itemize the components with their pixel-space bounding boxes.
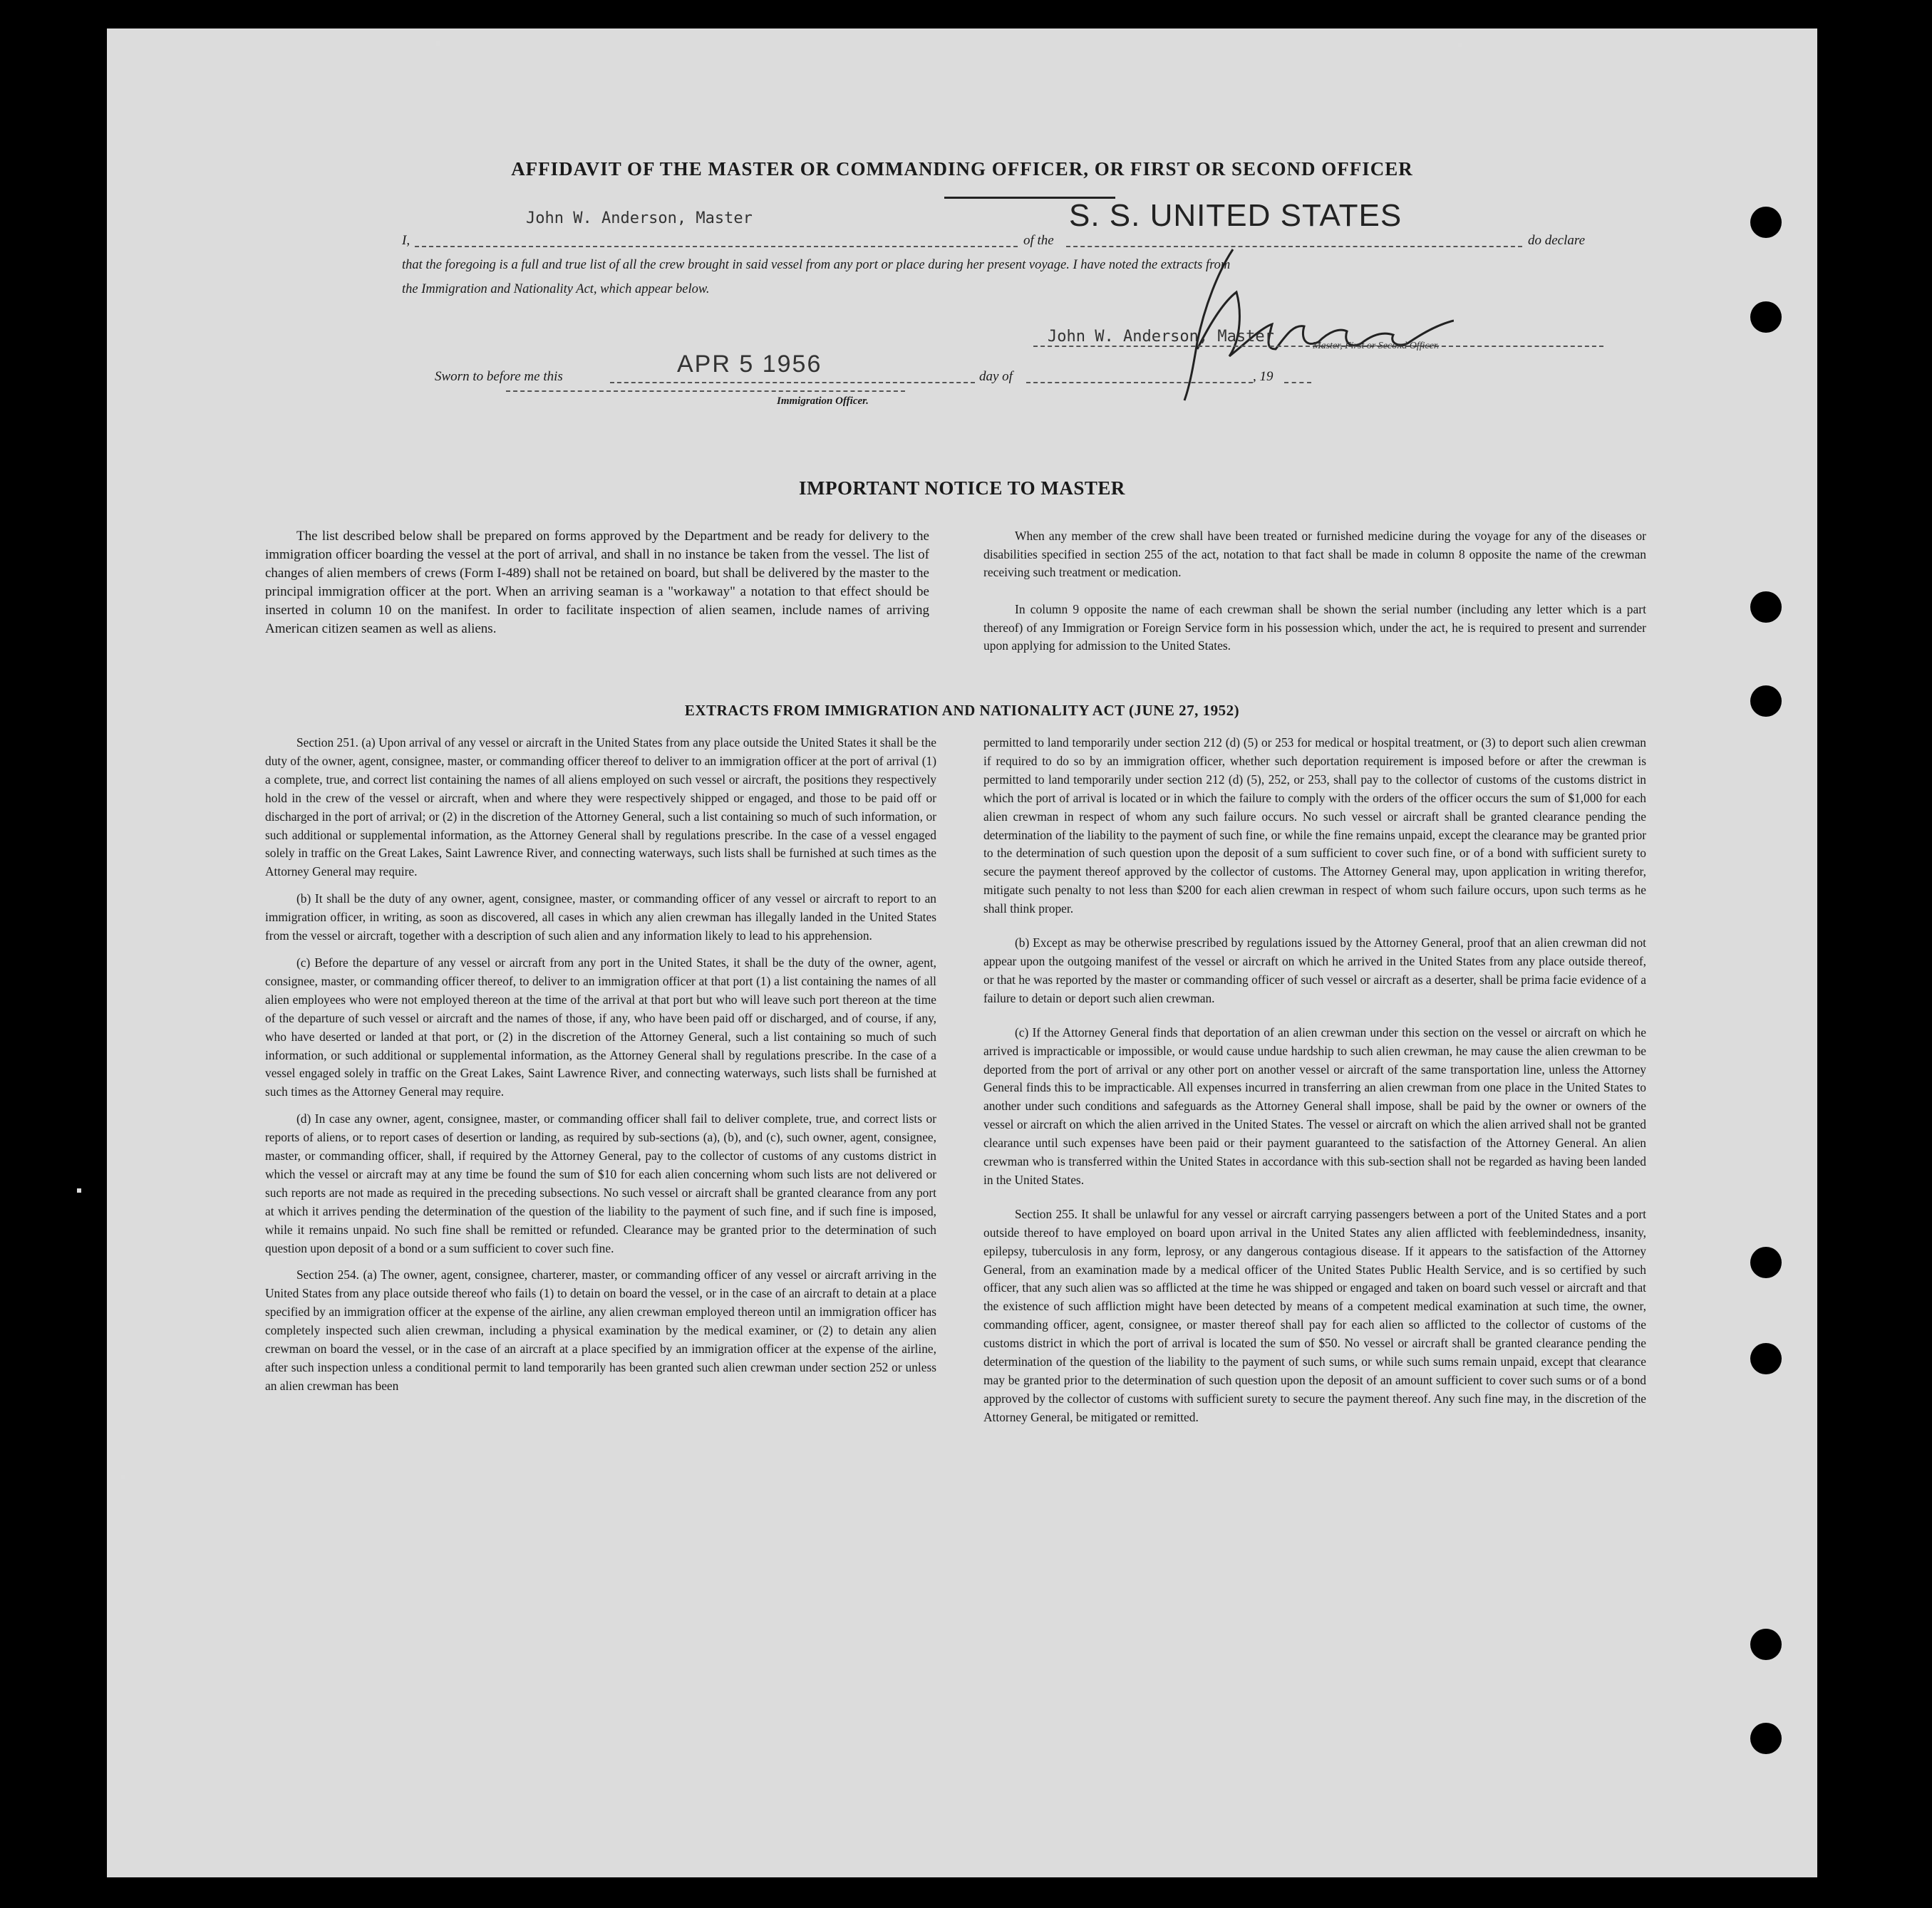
scan-speck [1458, 43, 1462, 47]
declaration-line-2: the Immigration and Nationality Act, which appear below. [402, 282, 710, 296]
extracts-title: EXTRACTS FROM IMMIGRATION AND NATIONALITY ACT (JUNE 27, 1952) [684, 702, 1240, 719]
year-line [1284, 382, 1311, 383]
extracts-right-column [983, 734, 1646, 1436]
sworn-label: Sworn to before me this [435, 369, 563, 384]
signature-caption: Master, First or Second Officer. [1313, 341, 1440, 351]
row-of-the-label: of the [1023, 233, 1054, 248]
notice-left-paragraph: The list described below shall be prepared on forms approved by the Department and be ready for delivery to the immigration officer boarding the vessel at the port of arrival, and shall in no instance be taken from the vessel. The list of changes of alien members of crews (Form I-489) shall not be retained on board, but shall be delivered by the master to the principal immigration officer at the port. When an arriving seaman is a "workaway" a notation to that effect should be inserted in column 10 on the manifest. In order to facilitate inspection of alien seamen, include names of arriving American citizen seamen as well as aliens. [265, 529, 929, 636]
extract-paragraph: permitted to land temporarily under section 212 (d) (5) or 253 for medical or hospital treatment, or (3) to deport such alien crewman if required to do so by an immigration officer, whether such deportation requirement is imposed before or after the crewman is permitted to land temporarily under section 212 (d) (5), 252, or 253, shall pay to the collector of customs of the customs district in which the port of arrival is located or in which the failure to comply with the orders of the officer occurs the sum of $1,000 for each alien crewman in respect of whom any such failure occurs. No such vessel or aircraft shall be granted clearance pending the determination of the liability to the payment of such fine, or while the fine remains unpaid, except the clearance may be granted prior to the determination of such question upon the deposit of a sum sufficient to cover such fine, or of a bond with sufficient surety to secure the payment thereof approved by the collector of customs. The Attorney General may, upon application in writing therefor, mitigate such penalty to not less than $200 for each alien crewman in respect of whom such failure occurs, upon such terms as he shall think proper. [983, 735, 1646, 916]
sworn-day-line [610, 382, 975, 383]
extract-paragraph: Section 251. (a) Upon arrival of any vessel or aircraft in the United States from any place outside the United States it shall be the duty of the owner, agent, consignee, master, or commanding officer thereof to deliver to an immigration officer at the port of arrival (1) a complete, true, and correct list containing the names of all aliens employed on such vessel or aircraft, the positions they respectively hold in the crew of the vessel or aircraft, when and where they were respectively shipped or engaged, and those to be paid off or discharged in the port of arrival; or (2) in the discretion of the Attorney General, such a list containing so much of such information, or such additional or supplemental information, as the Attorney General shall by regulations prescribe. In the case of a vessel engaged solely in traffic on the Great Lakes, Saint Lawrence River, and connecting waterways, such lists shall be furnished at such times as the Attorney General may require. [265, 735, 936, 879]
punch-hole [1750, 1343, 1782, 1374]
year-label: , 19 [1253, 369, 1274, 384]
affidavit-title: AFFIDAVIT OF THE MASTER OR COMMANDING OFFICER, OR FIRST OR SECOND OFFICER [511, 158, 1413, 180]
day-of-label: day of [979, 369, 1013, 384]
punch-hole [1750, 207, 1782, 238]
extract-paragraph: (c) If the Attorney General finds that deportation of an alien crewman under this section on the vessel or aircraft on which he arrived is impracticable or impossible, or would cause undue hardship to such alien crewman, he may cause the alien crewman to be deported from the port of arrival or any other port on another vessel or aircraft of the same transportation line, unless the Attorney General finds this to be impracticable. All expenses incurred in transferring an alien crewman from one place in the United States to another under such conditions and safeguards as the Attorney General shall impose, shall be paid by the owner or owners of the vessel or aircraft on which the alien arrived in the United States. The vessel or aircraft on which the alien arrived shall not be granted clearance until such expenses have been paid or their payment guaranteed to the satisfaction of the Attorney General. An alien crewman who is transferred within the United States in accordance with this sub-section shall not be regarded as having been landed in the United States. [983, 1025, 1646, 1187]
extract-paragraph: (d) In case any owner, agent, consignee, master, or commanding officer shall fail to deliver complete, true, and correct lists or reports of aliens, or to report cases of desertion or landing, as required by sub-sections (a), (b), and (c), such owner, agent, consignee, master, or commanding officer, shall, if required by the Attorney General, pay to the collector of customs of any customs district in which the vessel or aircraft may at any time be found the sum of $10 for each alien concerning whom such lists are not delivered or such reports are not made as required in the preceding subsections. No such vessel or aircraft shall be granted clearance from any port at which it arrives pending the determination of the question of the liability to the payment of such fine, and if such fine is imposed, while it remains unpaid. No such fine shall be remitted or refunded. Clearance may be granted prior to the determination of such question upon deposit of a bond or a sum sufficient to cover such fine. [265, 1111, 936, 1255]
punch-hole [1750, 1723, 1782, 1754]
punch-hole [1750, 1629, 1782, 1660]
name-line [415, 246, 1018, 247]
notice-right-paragraph-2: In column 9 opposite the name of each crewman shall be shown the serial number (including any letter which is a part thereof) of any Immigration or Foreign Service form in his possession which, under the act, he is required to present and surrender upon applying for admission to the United States. [983, 602, 1646, 653]
punch-hole [1750, 301, 1782, 333]
vessel-name: S. S. UNITED STATES [1069, 198, 1402, 233]
row-i-label: I, [402, 233, 410, 248]
document-page [107, 28, 1817, 1877]
extract-paragraph: (b) It shall be the duty of any owner, agent, consignee, master, or commanding officer of any vessel or aircraft to report to an immigration officer, in writing, as soon as discovered, all cases in which any alien crewman has illegally landed in the United States from the vessel or aircraft, together with a description of such alien and any information likely to lead to his apprehension. [265, 891, 936, 943]
immigration-officer-line [506, 390, 905, 392]
signature-typed-name: John W. Anderson, Master [1048, 328, 1274, 346]
master-name-typed: John W. Anderson, Master [526, 209, 753, 227]
scan-speck [77, 1188, 81, 1193]
punch-hole [1750, 591, 1782, 623]
row-do-declare-label: do declare [1528, 233, 1586, 248]
extract-paragraph: Section 254. (a) The owner, agent, consignee, charterer, master, or commanding officer of any vessel or aircraft arriving in the United States from any place outside thereof who fails (1) to detain on board the vessel, or in the case of an aircraft to detain at a place specified by an immigration officer at the expense of the airline, any alien crewman employed thereon until an immigration officer has completely inspected such alien crewman, including a physical examination by the medical examiner, or (2) to detain any alien crewman on board the vessel, or in the case of an aircraft at a place specified by an immigration officer at the expense of the airline, after such inspection unless a conditional permit to land temporarily has been granted such alien crewman under section 252 or unless an alien crewman has been [265, 1267, 936, 1393]
immigration-officer-caption: Immigration Officer. [777, 395, 869, 407]
extracts-left-column [265, 734, 936, 1404]
extract-paragraph: (b) Except as may be otherwise prescribed by regulations issued by the Attorney General, proof that an alien crewman did not appear upon the outgoing manifest of the vessel or aircraft on which he arrived in the United States from any place outside thereof, or that he was reported by the master or commanding officer of such vessel or aircraft as a deserter, shall be prima facie evidence of a failure to detain or deport such alien crewman. [983, 935, 1646, 1005]
notice-right-paragraph-1: When any member of the crew shall have been treated or furnished medicine during the voyage for any of the diseases or disabilities specified in section 255 of the act, notation to that fact shall be made in column 8 opposite the name of the crewman receiving such treatment or medication. [983, 529, 1646, 579]
extract-paragraph: (c) Before the departure of any vessel or aircraft from any port in the United States, it shall be the duty of the owner, agent, consignee, master, or commanding officer thereof, to deliver to an immigration officer at that port (1) a list containing the names of all alien employees who were not employed thereon at the time of the arrival at that port but who will leave such port thereon at the time of the departure of such vessel or aircraft and the names of those, if any, who have been paid off or discharged, and of course, if any, who have deserted or landed at that port, or (2) in the discretion of the Attorney General, such a list containing so much of such information, or such additional or supplemental information, as the Attorney General shall by regulations prescribe. In the case of a vessel engaged solely in traffic on the Great Lakes, Saint Lawrence River, and connecting waterways, such lists shall be furnished at such times as the Attorney General may require. [265, 955, 936, 1099]
punch-hole [1750, 1247, 1782, 1278]
scan-speck [436, 41, 440, 46]
declaration-line-1: that the foregoing is a full and true list of all the crew brought in said vessel from any port or place during her present voyage. I have noted the extracts from [402, 258, 1231, 272]
stamped-date: APR 5 1956 [677, 351, 822, 378]
notice-title: IMPORTANT NOTICE TO MASTER [799, 477, 1125, 499]
extract-paragraph: Section 255. It shall be unlawful for any vessel or aircraft carrying passengers between a port of the United States and a port outside thereof to have employed on board upon arrival in the United States any alien afflicted with feeblemindedness, insanity, epilepsy, tuberculosis in any form, leprosy, or any dangerous contagious disease. If it appears to the satisfaction of the Attorney General, from an examination made by a medical officer of the United States Public Health Service, and is so certified by such officer, that any such alien was so afflicted at the time he was shipped or engaged and taken on board such vessel or aircraft and that the existence of such affliction might have been detected by means of a competent medical examination at such time, the owner, commanding officer, agent, consignee, or master thereof shall pay for each alien so afflicted to the collector of customs of the customs district in which the port of arrival is located the sum of $50. No vessel or aircraft shall be granted clearance pending the determination of the question of the liability to the payment of such sums, or while such sums remain unpaid, except that clearance may be granted prior to the determination of such question upon the deposit of an amount sufficient to cover such sums or of a bond approved by the collector of customs with sufficient surety to secure the payment thereof. Any such fine may, in the discretion of the Attorney General, be mitigated or remitted. [983, 1206, 1646, 1424]
month-line [1026, 382, 1253, 383]
scan-speck [121, 1475, 125, 1479]
